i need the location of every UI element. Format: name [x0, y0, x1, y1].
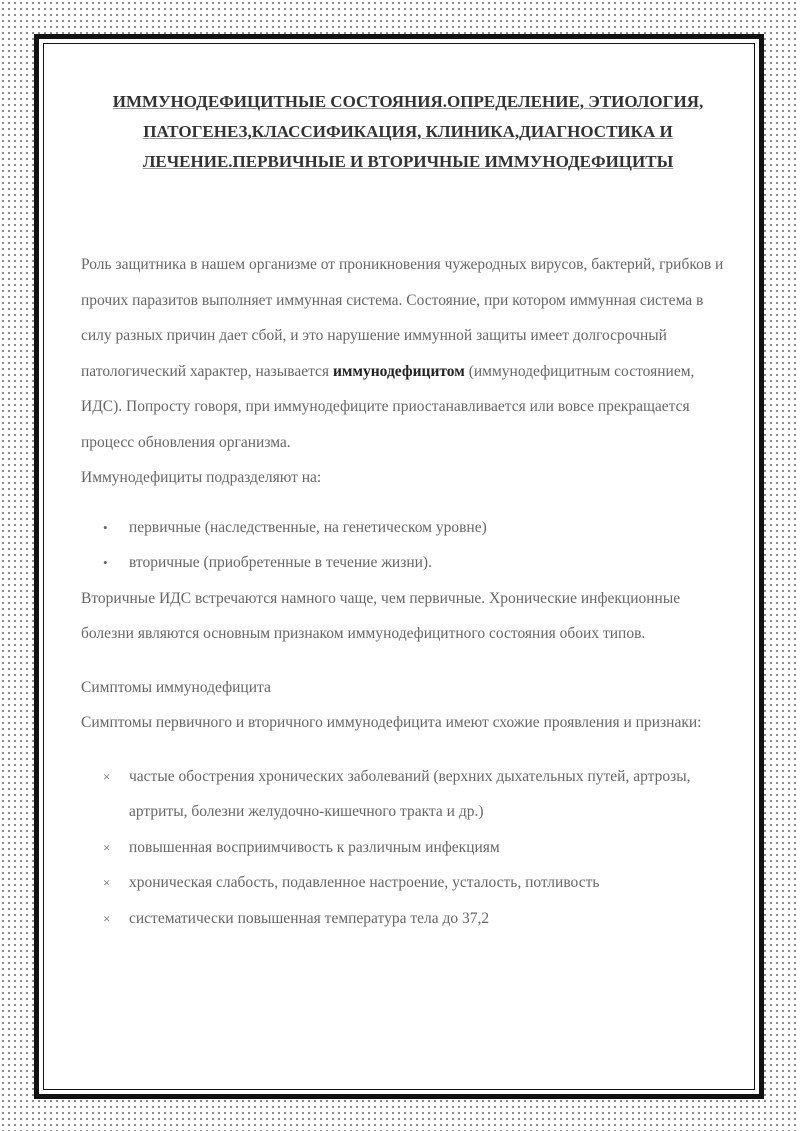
list-item: • вторичные (приобретенные в течение жизни). — [81, 545, 735, 581]
list-item: × повышенная восприимчивость к различным инфекциям — [81, 830, 735, 866]
intro-text-part1: Роль защитника в нашем организме от проникновения чужеродных вирусов, бактерий, грибков и прочих паразитов выполняет иммунная система. Состояние, при котором иммунная система в силу разных причин дает сбой, и это нарушение иммунной защиты имеет долгосрочный патологический характер, называется — [81, 256, 724, 380]
bullet-icon: • — [103, 519, 108, 535]
document-title: ИММУНОДЕФИЦИТНЫЕ СОСТОЯНИЯ.ОПРЕДЕЛЕНИЕ, ЭТИОЛОГИЯ, ПАТОГЕНЕЗ,КЛАССИФИКАЦИЯ, КЛИНИКА,ДИАГНОСТИКА И ЛЕЧЕНИЕ.ПЕРВИЧНЫЕ И ВТОРИЧНЫЕ ИММУНОДЕФИЦИТЫ — [112, 92, 704, 171]
x-bullet-icon: × — [103, 875, 111, 890]
list-item: × хроническая слабость, подавленное настроение, усталость, потливость — [81, 865, 735, 901]
secondary-note: Вторичные ИДС встречаются намного чаще, чем первичные. Хронические инфекционные болезни являются основным признаком иммунодефицитного состояния обоих типов. — [81, 589, 681, 642]
classification-list — [81, 510, 735, 581]
spacer — [81, 652, 735, 670]
classification-intro: Иммунодефициты подразделяют на: — [81, 469, 322, 486]
intro-text-part2: (иммунодефицитным состоянием, ИДС). Попросту говоря, при иммунодефиците приостанавливается или вовсе прекращается процесс обновления организма. — [81, 362, 695, 451]
symptoms-heading: Симптомы иммунодефицита — [81, 678, 271, 696]
x-bullet-icon: × — [103, 839, 111, 855]
list-item: • первичные (наследственные, на генетическом уровне) — [81, 510, 735, 546]
symptoms-list — [81, 759, 735, 937]
symptoms-intro: Симптомы первичного и вторичного иммунодефицита имеют схожие проявления и признаки: — [81, 714, 702, 731]
list-item: × частые обострения хронических заболеваний (верхних дыхательных путей, артрозы, артриты, болезни желудочно-кишечного тракта и др.) — [81, 759, 735, 830]
x-bullet-icon: × — [103, 768, 111, 784]
intro-term: иммунодефицитом — [332, 362, 465, 380]
intro-paragraph — [81, 247, 735, 460]
list-item: × систематически повышенная температура тела до 37,2 — [81, 901, 735, 937]
document-content — [81, 87, 735, 1070]
bullet-icon: • — [103, 555, 108, 570]
document-page — [34, 34, 764, 1099]
document-body — [81, 247, 735, 936]
x-bullet-icon: × — [103, 910, 111, 926]
